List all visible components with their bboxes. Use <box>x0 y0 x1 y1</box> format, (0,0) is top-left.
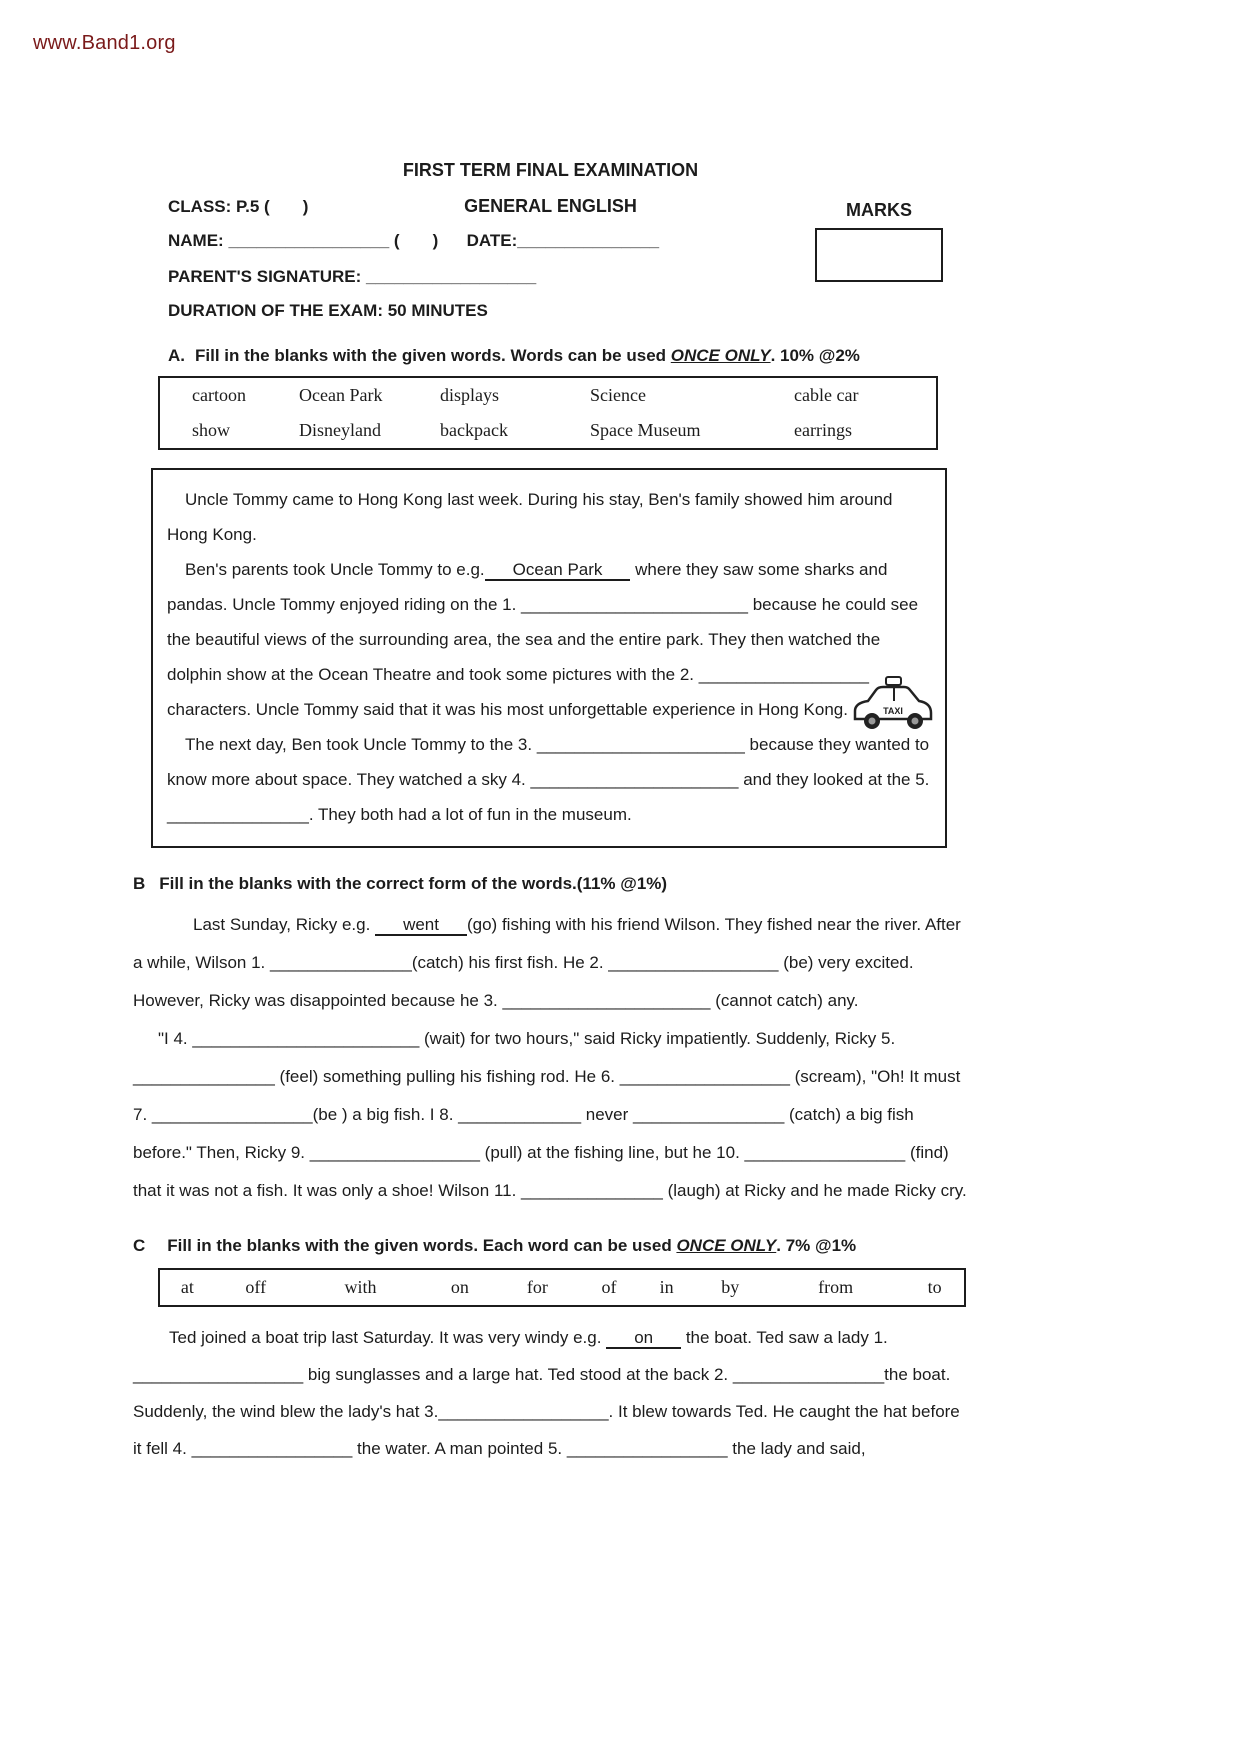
marks-box <box>815 228 943 282</box>
word-bank-word: show <box>192 420 231 440</box>
section-c-heading-text: Fill in the blanks with the given words. Each word can be used <box>167 1236 677 1255</box>
section-a-heading-underlined: ONCE ONLY <box>670 346 771 365</box>
paragraph: Last Sunday, Ricky e.g. went (go) fishing with his friend Wilson. They fished near the river. After a while, Wilson 1. _______________(catch) his first fish. He 2. __________________ (be) very excited. However, Ricky was disappointed because he 3. ______________________ (cannot catch) any. <box>133 915 961 1010</box>
section-b-heading <box>133 874 968 894</box>
site-watermark: www.Band1.org <box>33 32 176 54</box>
section-c-label: C <box>133 1236 146 1255</box>
marks-label: MARKS <box>846 200 912 220</box>
paragraph: Ted joined a boat trip last Saturday. It was very windy e.g. on the boat. Ted saw a lady 1. __________________ big sunglasses and a large hat. Ted stood at the back 2. ________________the boat. Suddenly, the wind blew the lady's hat 3.__________________. It blew towards Ted. He caught the hat before it fell 4. _________________ the water. A man pointed 5. _________________ the lady and said, <box>133 1328 960 1458</box>
word-bank-word: by <box>721 1277 740 1297</box>
word-bank-row <box>159 377 937 413</box>
section-c-heading-suffix: . 7% @1% <box>776 1236 857 1255</box>
word-bank-word: in <box>659 1277 674 1297</box>
name-date-fields: NAME: _________________ ( ) DATE:_______________ <box>168 231 660 250</box>
word-bank-word: with <box>344 1277 377 1297</box>
word-bank-word: to <box>927 1277 942 1297</box>
section-a-word-bank <box>158 376 938 450</box>
word-bank-word: Ocean Park <box>299 385 383 405</box>
answer-on-blank: on <box>606 1328 681 1349</box>
word-bank-word: at <box>180 1277 194 1297</box>
word-bank-word: Space Museum <box>590 420 701 440</box>
section-a-heading <box>168 346 968 366</box>
class-field: CLASS: P.5 ( ) <box>168 197 309 216</box>
word-bank-word: for <box>526 1277 548 1297</box>
exam-header <box>133 160 968 340</box>
exam-title: FIRST TERM FINAL EXAMINATION <box>402 160 699 180</box>
section-c-passage <box>133 1319 968 1467</box>
word-bank-word: cartoon <box>192 385 246 405</box>
section-a-passage-box <box>151 468 947 848</box>
section-a-heading-text: Fill in the blanks with the given words. Words can be used <box>195 346 671 365</box>
word-bank-row <box>159 413 937 449</box>
word-bank-word: Science <box>590 385 646 405</box>
paragraph: The next day, Ben took Uncle Tommy to the 3. ______________________ because they wanted to know more about space. They watched a sky 4. ______________________ and they looked at the 5. _______________. They both had a lot of fun in the museum. <box>167 735 930 824</box>
section-a-heading-suffix: . 10% @2% <box>770 346 860 365</box>
section-b-label: B <box>133 874 146 893</box>
taxi-label: TAXI <box>883 706 903 716</box>
section-b-passage <box>133 906 968 1210</box>
paragraph: Ben's parents took Uncle Tommy to e.g. Ocean Park where they saw some sharks and pandas. Uncle Tommy enjoyed riding on the 1. ________________________ because he could see the beautiful views of the surrounding area, the sea and the entire park. They then watched the dolphin show at the Ocean Theatre and took some pictures with the 2. __________________ characters. Uncle Tommy said that it was his most unforgettable experience in Hong Kong. <box>167 560 919 719</box>
exam-subtitle: GENERAL ENGLISH <box>464 196 637 216</box>
answer-on-blank: Ocean Park <box>485 560 631 581</box>
section-c-heading <box>133 1236 968 1256</box>
word-bank-word: on <box>450 1277 469 1297</box>
word-bank-word: of <box>601 1277 617 1297</box>
word-bank-word: from <box>818 1277 854 1297</box>
taxi-clipart <box>845 675 939 735</box>
word-bank-word: earrings <box>794 420 852 440</box>
duration-label: DURATION OF THE EXAM: 50 MINUTES <box>168 301 488 320</box>
section-b-heading-text: Fill in the blanks with the correct form of the words.(11% @1%) <box>159 874 668 893</box>
word-bank-word: displays <box>440 385 500 405</box>
taxi-icon <box>845 675 939 735</box>
paragraph: Uncle Tommy came to Hong Kong last week. During his stay, Ben's family showed him around Hong Kong. <box>167 490 893 544</box>
section-c-heading-underlined: ONCE ONLY <box>676 1236 777 1255</box>
word-bank-word: off <box>245 1277 267 1297</box>
word-bank-word: Disneyland <box>299 420 381 440</box>
exam-page <box>133 160 968 1467</box>
word-bank-word: backpack <box>440 420 508 440</box>
section-a-label: A. <box>168 346 185 365</box>
word-bank-row <box>159 1269 965 1306</box>
answer-on-blank: went <box>375 915 467 936</box>
parent-signature-field: PARENT'S SIGNATURE: __________________ <box>168 267 537 286</box>
paragraph: "I 4. ________________________ (wait) for two hours," said Ricky impatiently. Suddenly, Ricky 5. _______________ (feel) something pulling his fishing rod. He 6. __________________ (scream), "Oh! It must 7. _________________(be ) a big fish. I 8. _____________ never ________________ (catch) a big fish before." Then, Ricky 9. __________________ (pull) at the fishing line, but he 10. _________________ (find) that it was not a fish. It was only a shoe! Wilson 11. _______________ (laugh) at Ricky and he made Ricky cry. <box>133 1029 967 1200</box>
section-c-word-bank <box>158 1268 966 1307</box>
word-bank-word: cable car <box>794 385 859 405</box>
